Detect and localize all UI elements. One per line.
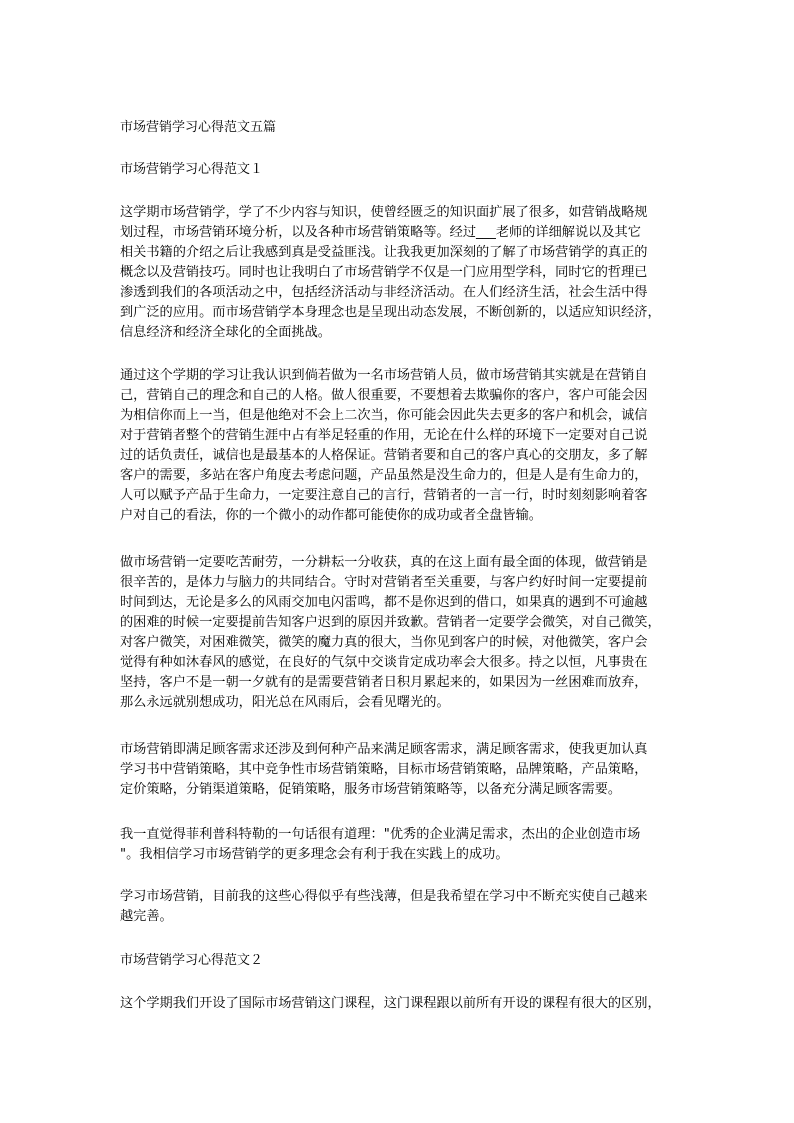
paragraph-line: 时间到达，无论是多么的风雨交加电闪雷鸣，都不是你迟到的借口，如果真的遇到不可逾越 bbox=[120, 595, 648, 610]
section-title: 市场营销学习心得范文１ bbox=[120, 162, 264, 177]
paragraph-line: 划过程，市场营销环境分析，以及各种市场营销策略等。经过___老师的详细解说以及其它 bbox=[120, 225, 641, 240]
paragraph-line: 对于营销者整个的营销生涯中占有举足轻重的作用，无论在什么样的环境下一定要对自己说 bbox=[120, 428, 648, 443]
paragraph-line: 的困难的时候一定要提前告知客户迟到的原因并致歉。营销者一定要学会微笑，对自己微笑， bbox=[120, 615, 661, 630]
paragraph-line: 渗透到我们的各项活动之中，包括经济活动与非经济活动。在人们经济生活，社会生活中得 bbox=[120, 285, 648, 300]
paragraph-line: 学习书中营销策略，其中竞争性市场营销策略，目标市场营销策略，品牌策略，产品策略， bbox=[120, 762, 648, 777]
paragraph-line: 定价策略，分销渠道策略，促销策略，服务市场营销策略等，以备充分满足顾客需要。 bbox=[120, 782, 622, 797]
paragraph-line: 户对自己的看法，你的一个微小的动作都可能使你的成功或者全盘皆输。 bbox=[120, 508, 542, 523]
paragraph-line: 对客户微笑，对困难微笑，微笑的魔力真的很大，当你见到客户的时候，对他微笑，客户会 bbox=[120, 635, 648, 650]
document-title: 市场营销学习心得范文五篇 bbox=[120, 120, 277, 135]
paragraph-line: 信息经济和经济全球化的全面挑战。 bbox=[120, 325, 331, 340]
paragraph-line: 人可以赋予产品于生命力，一定要注意自己的言行，营销者的一言一行，时时刻刻影响着客 bbox=[120, 488, 648, 503]
paragraph-line: 觉得有种如沐春风的感觉，在良好的气氛中交谈肯定成功率会大很多。持之以恒，凡事贵在 bbox=[120, 655, 648, 670]
section-title: 市场营销学习心得范文２ bbox=[120, 953, 264, 968]
paragraph-line: 市场营销即满足顾客需求还涉及到何种产品来满足顾客需求，满足顾客需求，使我更加认真 bbox=[120, 742, 648, 757]
paragraph-line: 越完善。 bbox=[120, 909, 173, 924]
paragraph-line: 为相信你而上一当，但是他绝对不会上二次当，你可能会因此失去更多的客户和机会，诚信 bbox=[120, 408, 648, 423]
paragraph-line: 做市场营销一定要吃苦耐劳，一分耕耘一分收获，真的在这上面有最全面的体现，做营销是 bbox=[120, 555, 648, 570]
paragraph-line: 客户的需要，多站在客户角度去考虑问题，产品虽然是没生命力的，但是人是有生命力的， bbox=[120, 468, 648, 483]
paragraph-line: 我一直觉得菲利普科特勒的一句话很有道理："优秀的企业满足需求，杰出的企业创造市场 bbox=[120, 827, 641, 842]
paragraph-line: 很辛苦的，是体力与脑力的共同结合。守时对营销者至关重要，与客户约好时间一定要提前 bbox=[120, 575, 648, 590]
paragraph-line: 相关书籍的介绍之后让我感到真是受益匪浅。让我我更加深刻的了解了市场营销学的真正的 bbox=[120, 245, 648, 260]
paragraph-line: 那么永远就别想成功，阳光总在风雨后，会看见曙光的。 bbox=[120, 695, 450, 710]
paragraph-line: 这学期市场营销学，学了不少内容与知识，使曾经匮乏的知识面扩展了很多，如营销战略规 bbox=[120, 205, 648, 220]
paragraph-line: 学习市场营销，目前我的这些心得似乎有些浅薄，但是我希望在学习中不断充实使自己越来 bbox=[120, 889, 648, 904]
paragraph-line: 坚持，客户不是一朝一夕就有的是需要营销者日积月累起来的，如果因为一丝困难而放弃， bbox=[120, 675, 648, 690]
paragraph-line: 己，营销自己的理念和自己的人格。做人很重要，不要想着去欺骗你的客户，客户可能会因 bbox=[120, 388, 648, 403]
paragraph-line: 这个学期我们开设了国际市场营销这门课程，这门课程跟以前所有开设的课程有很大的区别， bbox=[120, 996, 661, 1011]
paragraph-line: 通过这个学期的学习让我认识到倘若做为一名市场营销人员，做市场营销其实就是在营销自 bbox=[120, 368, 648, 383]
paragraph-line: 过的话负责任，诚信也是最基本的人格保证。营销者要和自己的客户真心的交朋友，多了解 bbox=[120, 448, 648, 463]
paragraph-line: 概念以及营销技巧。同时也让我明白了市场营销学不仅是一门应用型学科，同时它的哲理已 bbox=[120, 265, 648, 280]
paragraph-line: "。我相信学习市场营销学的更多理念会有利于我在实践上的成功。 bbox=[120, 847, 509, 862]
paragraph-line: 到广泛的应用。而市场营销学本身理念也是呈现出动态发展，不断创新的，以适应知识经济， bbox=[120, 305, 661, 320]
